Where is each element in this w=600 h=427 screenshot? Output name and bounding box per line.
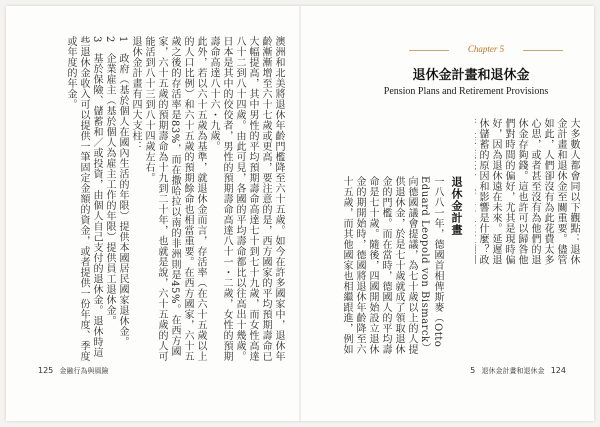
list-item: 1 政府（基於個人在國內生活的年限）提供本國居民國家退休金。 [117, 36, 128, 348]
intro-paragraph: 大多數人都會同以下觀點：退休金計畫和退休金至關重要。儘管如此，人們卻沒有為此花費太多心思，或者甚至沒有為他們的退休金存夠錢。這也許可以歸咎他們對時間的偏好，尤其是現時偏好，因為退休遠在未來。延遲退休儲蓄的原因和影響是什麼？政 [477, 118, 579, 265]
body-paragraph: 澳洲和北美將退休年齡門檻降至六十五歲。如今在許多國家中，退休年齡漸漸增至六十七歲或更高，要注意的是，西方國家的平均預期壽命已大幅提高，其中男性的平均預期壽命高達七十到七十九歲，而女性高達八十二到八十四歲。由此可見，各國的平均壽命都比以往高出十幾歲。日本是其中的佼佼者，男性的預期壽命高達八十一・二歲，女性的預期壽命高達八十六・九歲。 [208, 36, 284, 362]
running-head: 金融行為與風險 [59, 367, 109, 375]
right-folio [466, 366, 570, 376]
running-head: 退休金計畫和退休金 [481, 367, 545, 375]
chapter-title: 退休金計畫和退休金 [412, 68, 530, 83]
chapter-intro [475, 118, 580, 273]
left-page-body [50, 36, 285, 366]
left-page [6, 6, 299, 421]
chapter-subtitle: Pension Plans and Retirement Provisions [383, 86, 549, 97]
section-paragraph: 一八八一年，德國首相俾斯麥（Otto Eduard Leopold von Bismarck）向德國議會提議，為七十歲以上的人提供退休金，於是七十歲就成了領取退休金的門檻。而在當時，德國人的平均壽命是七十歲。隨後，四國開始設立退休金的期開始時，德國將退休年齡降至六十五歲，而其他國家也相繼跟進，例如 [341, 176, 443, 355]
section-heading: 退休金計畫 [450, 176, 463, 236]
list-item: 2 企業雇主（基於個人為雇主工作的年限）提供員工退休金。 [104, 36, 115, 327]
book-spread [6, 6, 594, 421]
list-item: 3 基於保險、儲蓄和／或投資，由個人自己支付的退休金。退休時這些退休金收入可以提供一筆固定金額的資金，或者提供一份年度、季度或年度的年金。 [65, 36, 102, 362]
chapter-number: 5 [470, 366, 476, 375]
body-paragraph: 此外，若以六十五歲為基準，就退休金而言，存活率（在六十五歲以上的人口比例）和六十五歲的預期餘命也相當重要。在西方國家，六十五歲之後的存活率是83%，而在撒哈拉以南的非洲則是45%。在西方國家，六十五歲的預期壽命為十九到二十年，也就是說，六十五歲的人可能活到八十三到八十四歲左右。 [143, 36, 206, 362]
page-number: 125 [38, 366, 54, 375]
right-page [301, 6, 594, 421]
page-number: 124 [550, 366, 566, 375]
body-paragraph: 退休金計畫有四大支柱： [130, 36, 141, 152]
section-body [316, 176, 444, 361]
left-folio [34, 366, 109, 376]
chapter-label: Chapter 5 [411, 44, 561, 54]
